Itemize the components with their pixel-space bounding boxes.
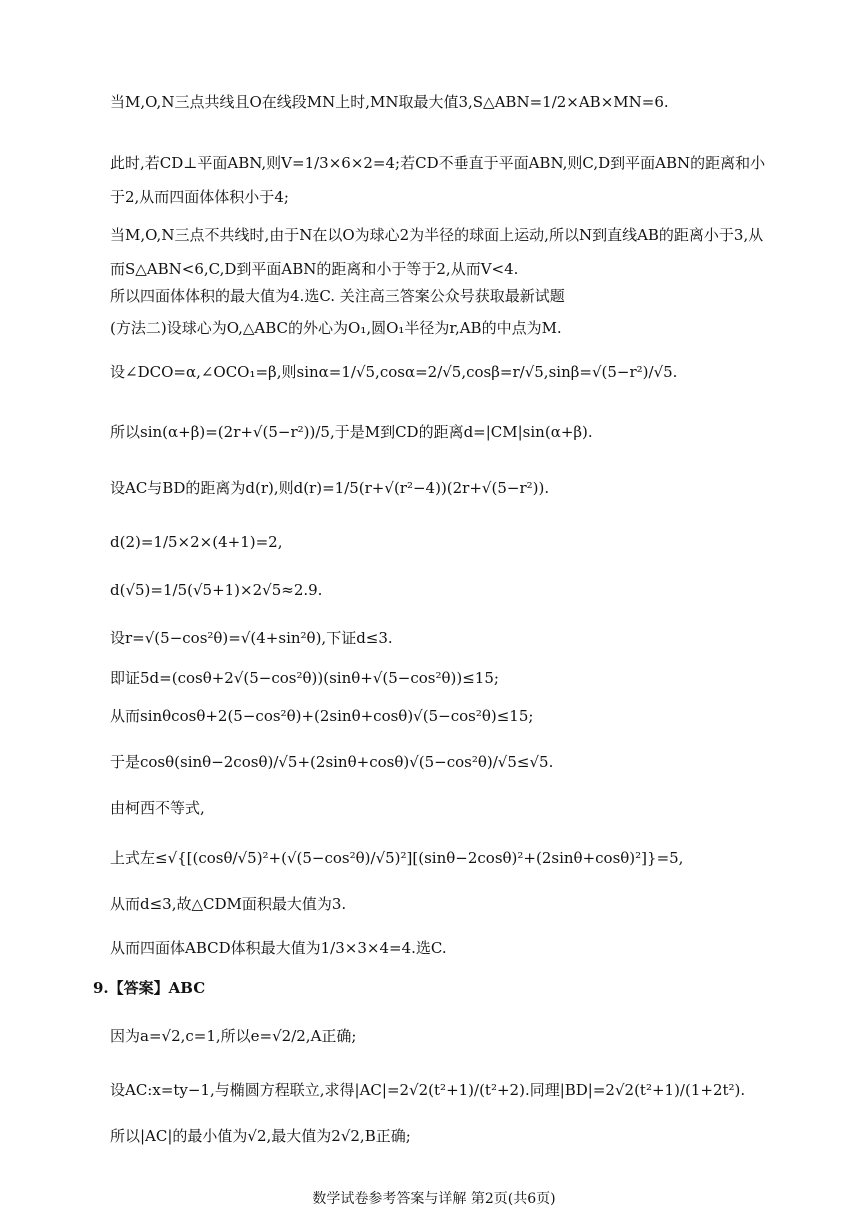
text-line: 设r=√(5−cos²θ)=√(4+sin²θ),下证d≤3. [110, 629, 393, 647]
text-line: 当M,O,N三点不共线时,由于N在以O为球心2为半径的球面上运动,所以N到直线AB的距离小于3,从而S△ABN<6,C,D到平面ABN的距离和小于等于2,从而V<4. [110, 226, 764, 278]
text-line: 此时,若CD⊥平面ABN,则V=1/3×6×2=4;若CD不垂直于平面ABN,则C,D到平面ABN的距离和小于2,从而四面体体积小于4; [110, 154, 766, 206]
text-line: 由柯西不等式, [110, 799, 205, 817]
text-line: 从而四面体ABCD体积最大值为1/3×3×4=4.选C. [110, 939, 447, 957]
text-line: 所以四面体体积的最大值为4.选C. 关注高三答案公众号获取最新试题 [110, 287, 565, 305]
text-line: 因为a=√2,c=1,所以e=√2/2,A正确; [110, 1027, 357, 1045]
text-line: 设AC:x=ty−1,与椭圆方程联立,求得|AC|=2√2(t²+1)/(t²+2).同理|BD|=2√2(t²+1)/(1+2t²). [110, 1081, 746, 1099]
text-line: 即证5d=(cosθ+2√(5−cos²θ))(sinθ+√(5−cos²θ))≤15; [110, 669, 499, 687]
text-line: 所以sin(α+β)=(2r+√(5−r²))/5,于是M到CD的距离d=|CM|sin(α+β). [110, 423, 593, 441]
text-line: 所以|AC|的最小值为√2,最大值为2√2,B正确; [110, 1127, 411, 1145]
answer-heading: 9.【答案】ABC [93, 979, 206, 997]
text-line: d(2)=1/5×2×(4+1)=2, [110, 533, 283, 551]
text-line: 从而d≤3,故△CDM面积最大值为3. [110, 895, 347, 913]
text-line: 设AC与BD的距离为d(r),则d(r)=1/5(r+√(r²−4))(2r+√(5−r²)). [110, 479, 550, 497]
text-line: 当M,O,N三点共线且O在线段MN上时,MN取最大值3,S△ABN=1/2×AB×MN=6. [110, 93, 669, 111]
page-footer: 数学试卷参考答案与详解 第2页(共6页) [312, 1191, 556, 1207]
text-line: 从而sinθcosθ+2(5−cos²θ)+(2sinθ+cosθ)√(5−cos²θ)≤15; [110, 707, 534, 725]
text-line: 上式左≤√{[(cosθ/√5)²+(√(5−cos²θ)/√5)²][(sinθ−2cosθ)²+(2sinθ+cosθ)²]}=5, [110, 849, 684, 867]
text-line: 于是cosθ(sinθ−2cosθ)/√5+(2sinθ+cosθ)√(5−cos²θ)/√5≤√5. [110, 753, 554, 771]
text-line: (方法二)设球心为O,△ABC的外心为O₁,圆O₁半径为r,AB的中点为M. [110, 319, 562, 337]
text-line: 设∠DCO=α,∠OCO₁=β,则sinα=1/√5,cosα=2/√5,cosβ=r/√5,sinβ=√(5−r²)/√5. [110, 363, 678, 381]
text-line: d(√5)=1/5(√5+1)×2√5≈2.9. [110, 581, 323, 599]
